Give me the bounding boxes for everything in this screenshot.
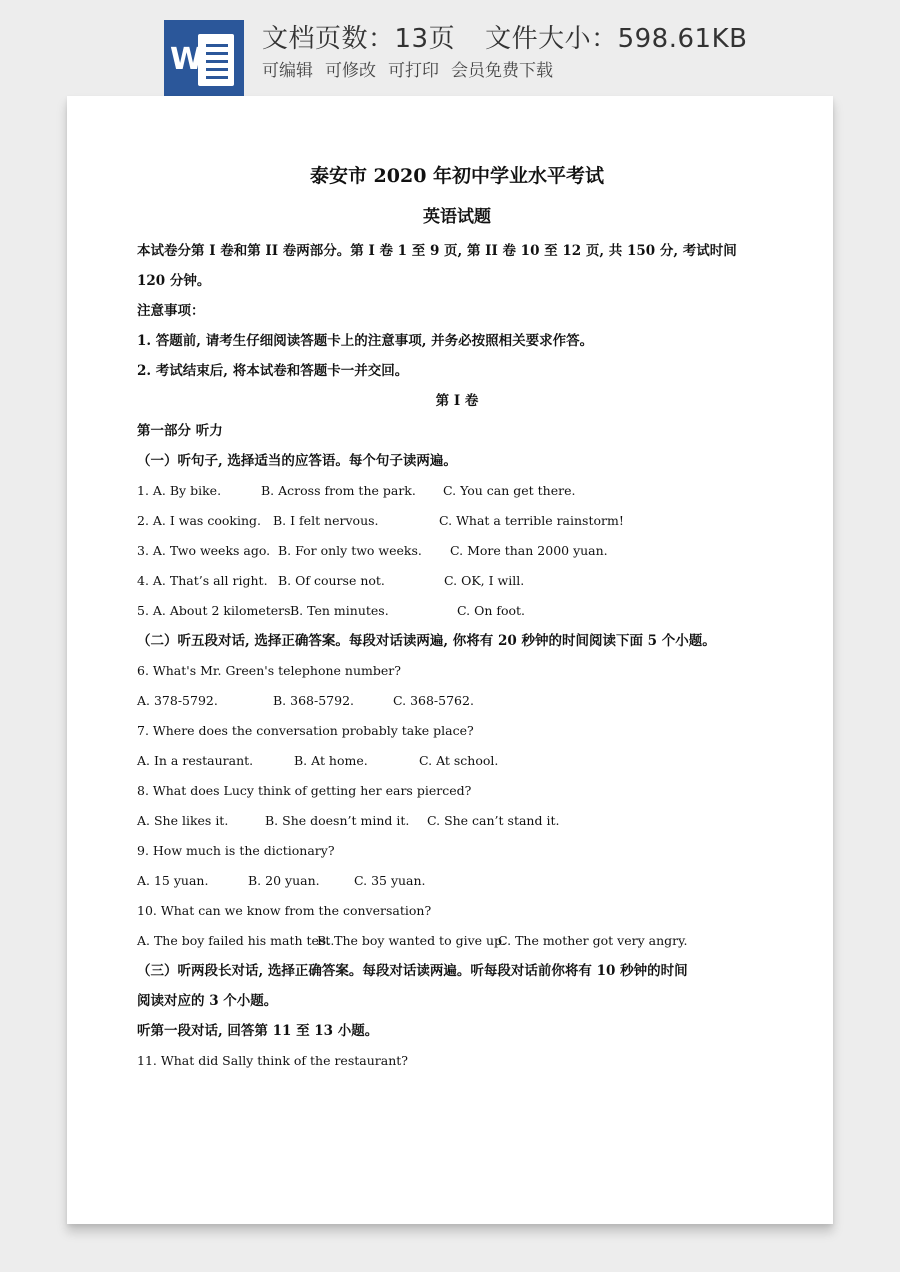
section-heading: （三）听两段长对话, 选择正确答案。每段对话读两遍。听每段对话前你将有 10 秒钟的时间	[137, 963, 688, 979]
file-size: 文件大小：598.61KB	[485, 24, 748, 54]
question-row	[137, 596, 777, 626]
option: B. For only two weeks.	[278, 543, 422, 558]
question-row	[137, 506, 777, 536]
notice-item: 2. 考试结束后, 将本试卷和答题卡一并交回。	[137, 363, 409, 379]
feature-printable: 可打印	[388, 61, 439, 81]
option: B. 368-5792.	[273, 693, 354, 708]
option: C. More than 2000 yuan.	[450, 543, 608, 558]
option: B. I felt nervous.	[273, 513, 379, 528]
option: B. At home.	[294, 753, 368, 768]
option: C. She can’t stand it.	[427, 813, 560, 828]
section-heading: （二）听五段对话, 选择正确答案。每段对话读两遍, 你将有 20 秒钟的时间阅读下面 5 个小题。	[137, 633, 716, 649]
option: C. The mother got very angry.	[498, 933, 688, 948]
file-info	[262, 18, 747, 55]
intro-line: 本试卷分第 I 卷和第 II 卷两部分。第 I 卷 1 至 9 页, 第 II 卷 10 至 12 页, 共 150 分, 考试时间	[137, 243, 737, 259]
download-banner	[0, 0, 900, 100]
option: 2. A. I was cooking.	[137, 513, 261, 528]
question-text: 7. Where does the conversation probably take place?	[137, 723, 474, 738]
option: 4. A. That’s all right.	[137, 573, 268, 588]
option: B. She doesn’t mind it.	[265, 813, 410, 828]
question-row	[137, 686, 777, 716]
option: A. The boy failed his math test.	[137, 933, 335, 948]
question-row	[137, 536, 777, 566]
question-row	[137, 476, 777, 506]
question-text: 9. How much is the dictionary?	[137, 843, 335, 858]
feature-free-download: 会员免费下载	[451, 61, 553, 81]
document-page	[67, 96, 833, 1224]
intro-line: 120 分钟。	[137, 273, 211, 289]
question-text: 8. What does Lucy think of getting her ears pierced?	[137, 783, 472, 798]
feature-list	[262, 56, 565, 81]
feature-editable: 可编辑	[262, 61, 313, 81]
part-heading: 第一部分 听力	[137, 423, 223, 439]
option: B. Of course not.	[278, 573, 385, 588]
option: C. At school.	[419, 753, 499, 768]
question-row	[137, 926, 777, 956]
option: C. 35 yuan.	[354, 873, 426, 888]
exam-title: 泰安市 2020 年初中学业水平考试	[309, 165, 605, 187]
question-text: 10. What can we know from the conversation?	[137, 903, 432, 918]
option: C. 368-5762.	[393, 693, 474, 708]
question-text: 11. What did Sally think of the restaurant?	[137, 1053, 408, 1068]
option: A. She likes it.	[137, 813, 229, 828]
question-row	[137, 806, 777, 836]
section-heading: 阅读对应的 3 个小题。	[137, 993, 278, 1009]
option: C. What a terrible rainstorm!	[439, 513, 624, 528]
page-count: 文档页数：13页	[262, 24, 456, 54]
option: 1. A. By bike.	[137, 483, 222, 498]
option: C. OK, I will.	[444, 573, 525, 588]
section-heading: （一）听句子, 选择适当的应答语。每个句子读两遍。	[137, 453, 457, 469]
dialog-heading: 听第一段对话, 回答第 11 至 13 小题。	[137, 1023, 379, 1039]
option: A. 378-5792.	[137, 693, 218, 708]
option: A. In a restaurant.	[137, 753, 254, 768]
option: B. Across from the park.	[261, 483, 416, 498]
question-row	[137, 746, 777, 776]
question-row	[137, 866, 777, 896]
question-text: 6. What's Mr. Green's telephone number?	[137, 663, 401, 678]
option: 5. A. About 2 kilometers.	[137, 603, 295, 618]
notice-item: 1. 答题前, 请考生仔细阅读答题卡上的注意事项, 并务必按照相关要求作答。	[137, 333, 594, 349]
exam-subtitle: 英语试题	[423, 207, 491, 227]
option: C. You can get there.	[443, 483, 576, 498]
volume-heading: 第 I 卷	[435, 393, 479, 409]
option: C. On foot.	[457, 603, 526, 618]
option: A. 15 yuan.	[137, 873, 209, 888]
option: B. 20 yuan.	[248, 873, 320, 888]
notice-title: 注意事项：	[137, 303, 205, 319]
word-document-icon: W	[164, 20, 244, 97]
question-row	[137, 566, 777, 596]
option: 3. A. Two weeks ago.	[137, 543, 271, 558]
option: B. Ten minutes.	[290, 603, 389, 618]
option: B. The boy wanted to give up.	[317, 933, 507, 948]
feature-modifiable: 可修改	[325, 61, 376, 81]
